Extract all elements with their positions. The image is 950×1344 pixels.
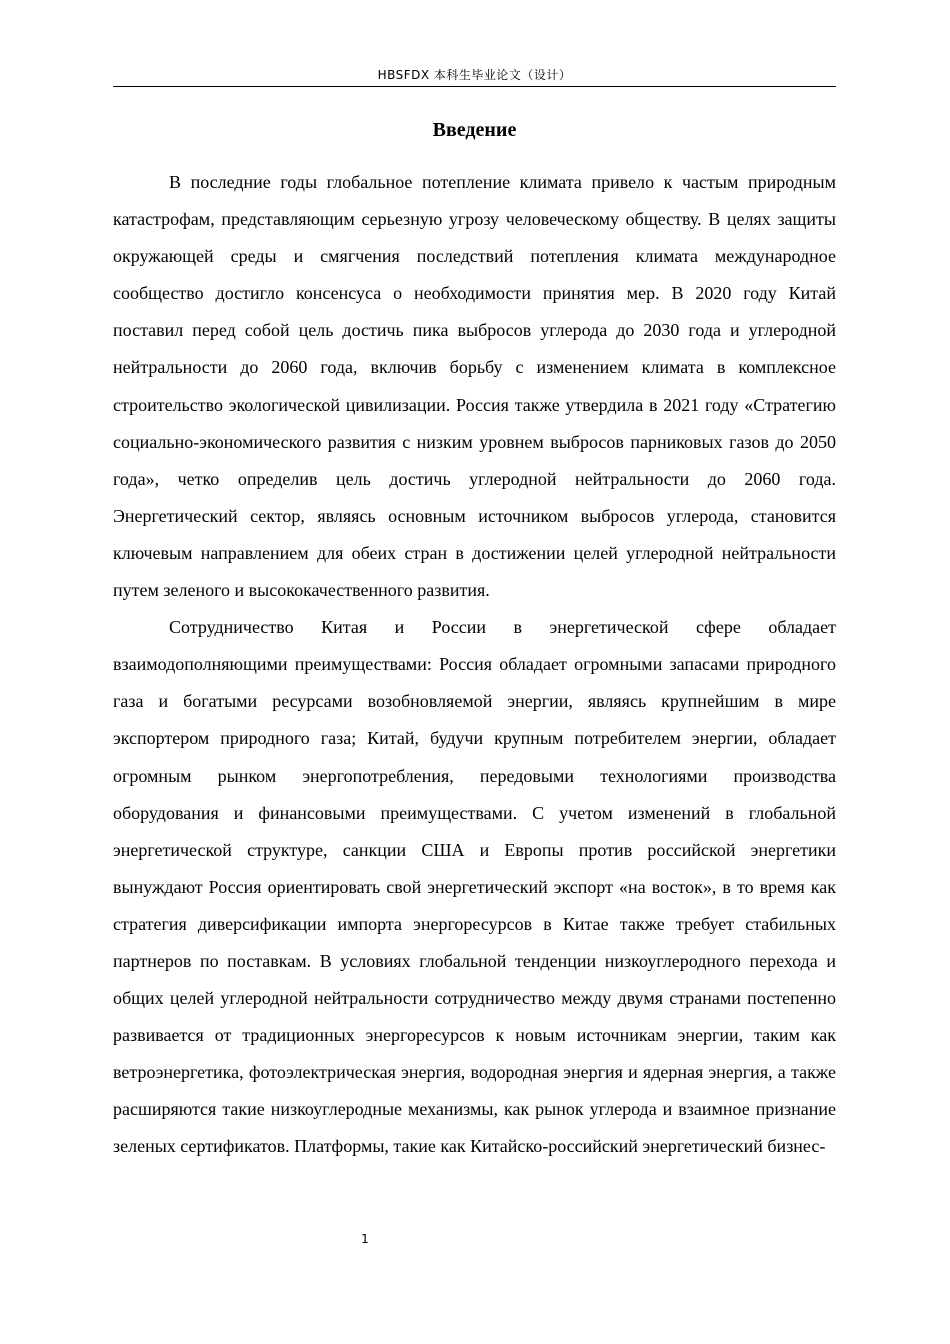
body-text xyxy=(113,164,836,1166)
paragraph-cooperation: Сотрудничество Китая и России в энергетической сфере обладает взаимодополняющими преимуществами: Россия обладает огромными запасами природного газа и богатыми ресурсами возобновляемой энергии, являясь крупнейшим в мире экспортером природного газа; Китай, будучи крупным потребителем энергии, обладает огромным рынком энергопотребления, передовыми технологиями производства оборудования и финансовыми преимуществами. С учетом изменений в глобальной энергетической структуре, санкции США и Европы против российской энергетики вынуждают Россия ориентировать свой энергетический экспорт «на восток», в то время как стратегия диверсификации импорта энергоресурсов в Китае также требует стабильных партнеров по поставкам. В условиях глобальной тенденции низкоуглеродного перехода и общих целей углеродной нейтральности сотрудничество между двумя странами постепенно развивается от традиционных энергоресурсов к новым источникам энергии, таким как ветроэнергетика, фотоэлектрическая энергия, водородная энергия и ядерная энергия, а также расширяются такие низкоуглеродные механизмы, как рынок углерода и взаимное признание зеленых сертификатов. Платформы, такие как Китайско-российский энергетический бизнес- xyxy=(113,617,836,1157)
page-number: 1 xyxy=(361,1232,369,1246)
section-title: Введение xyxy=(432,119,517,141)
paragraph-intro: В последние годы глобальное потепление климата привело к частым природным катастрофам, представляющим серьезную угрозу человеческому обществу. В целях защиты окружающей среды и смягчения последствий потепления климата международное сообщество достигло консенсуса о необходимости принятия мер. В 2020 году Китай поставил перед собой цель достичь пика выбросов углерода до 2030 года и углеродной нейтральности до 2060 года, включив борьбу с изменением климата в комплексное строительство экологической цивилизации. Россия также утвердила в 2021 году «Стратегию социально-экономического развития с низким уровнем выбросов парниковых газов до 2050 года», четко определив цель достичь углеродной нейтральности до 2060 года. Энергетический сектор, являясь основным источником выбросов углерода, становится ключевым направлением для обеих стран в достижении целей углеродной нейтральности путем зеленого и высококачественного развития. xyxy=(113,172,836,601)
page-header: HBSFDX 本科生毕业论文（设计） xyxy=(113,66,836,87)
